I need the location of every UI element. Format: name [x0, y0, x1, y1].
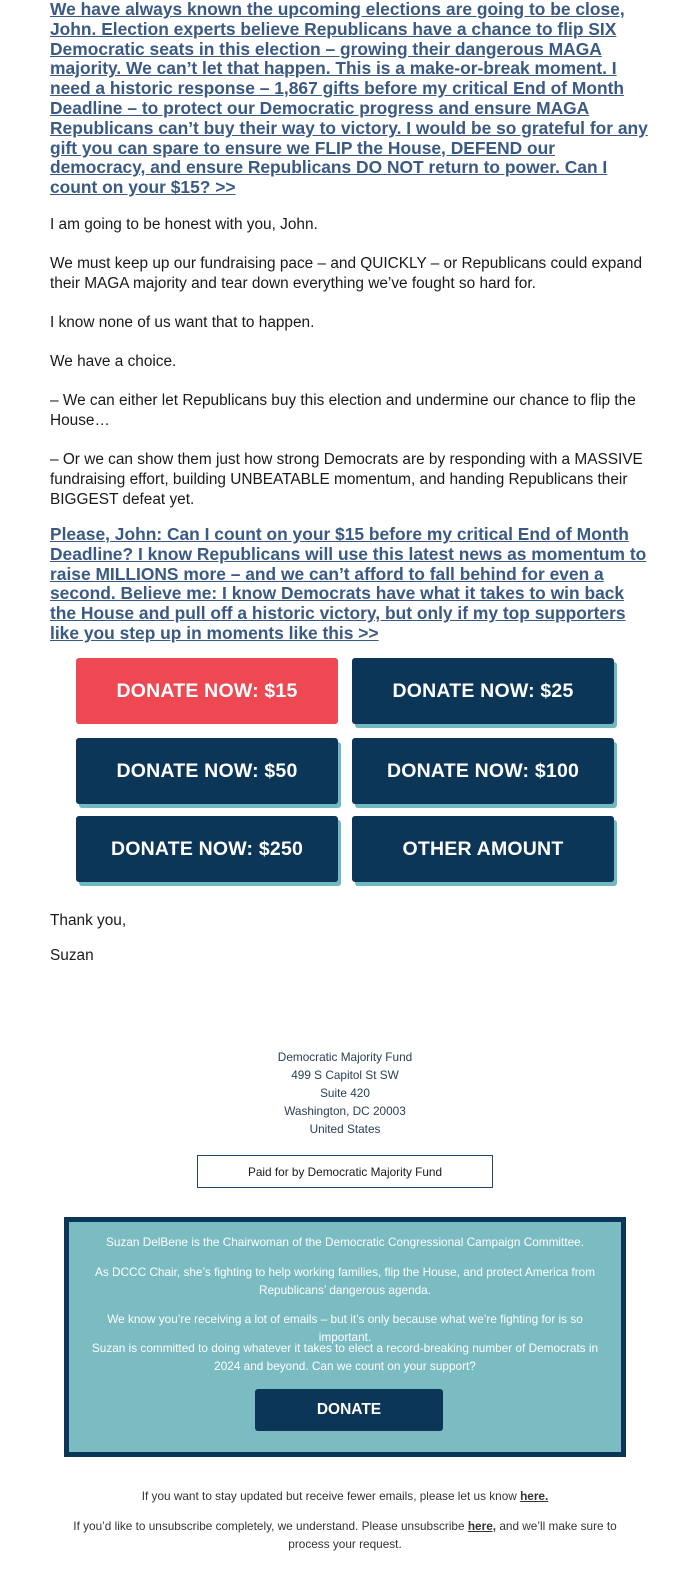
bio-paragraph-1: Suzan DelBene is the Chairwoman of the Democratic Congressional Campaign Committee. — [106, 1235, 584, 1249]
address-country: United States — [309, 1122, 381, 1136]
headline-bottom-link[interactable]: Please, John: Can I count on your $15 before my critical End of Month Deadline? I know Republicans will use this latest news as momentum to raise MILLIONS more – and we can’t afford to fall behind for even a second. Believe me: I know Democrats have what it takes to win back the House and pull off a historic victory, but only if my top supporters like you step up in moments like this >> — [50, 523, 647, 643]
paragraph-fundraising-pace: We must keep up our fundraising pace – and QUICKLY – or Republicans could expand their MAGA majority and tear down everything we’ve fought so hard for. — [50, 254, 643, 292]
address-suite: Suite 420 — [320, 1086, 370, 1100]
donate-25-button[interactable]: DONATE NOW: $25 — [352, 658, 614, 724]
donate-100-button[interactable]: DONATE NOW: $100 — [352, 738, 614, 804]
email-body — [50, 0, 650, 644]
donate-15-button[interactable]: DONATE NOW: $15 — [76, 658, 338, 724]
headline-top-link[interactable]: We have always known the upcoming elections are going to be close, John. Election experts believe Republicans have a chance to flip SIX Democratic seats in this election – growing their dangerous MAGA majority. We can’t let that happen. This is a make-or-break moment. I need a historic response – 1,867 gifts before my critical End of Month Deadline – to protect our Democratic progress and ensure MAGA Republicans can’t buy their way to victory. I would be so grateful for any gift you can spare to ensure we FLIP the House, DEFEND our democracy, and ensure Republicans DO NOT return to power. Can I count on your $15? >> — [50, 0, 648, 198]
paragraph-none-want: I know none of us want that to happen. — [50, 313, 315, 331]
bio-paragraph-2: As DCCC Chair, she’s fighting to help working families, flip the House, and protect America from Republicans’ dangerous agenda. — [94, 1265, 596, 1297]
paragraph-choice: We have a choice. — [50, 352, 177, 370]
paragraph-option-two: – Or we can show them just how strong Democrats are by responding with a MASSIVE fundraising effort, building UNBEATABLE momentum, and handing Republicans their BIGGEST defeat yet. — [50, 450, 643, 508]
signoff: Thank you, — [50, 912, 127, 929]
mailing-address — [0, 1048, 690, 1138]
unsubscribe-link[interactable]: here, — [467, 1519, 497, 1533]
bio-paragraph-3: We know you’re receiving a lot of emails – but it’s only because what we’re fighting for is so important. — [107, 1312, 583, 1344]
bio-paragraph-4: Suzan is committed to doing whatever it takes to elect a record-breaking number of Democrats in 2024 and beyond. Can we count on your support? — [91, 1341, 599, 1373]
paragraph-honest: I am going to be honest with you, John. — [50, 215, 318, 233]
paid-for-disclaimer — [197, 1155, 493, 1188]
unsubscribe-text-after: and we’ll make sure to process your request. — [288, 1519, 617, 1551]
other-amount-button[interactable]: OTHER AMOUNT — [352, 816, 614, 882]
address-org: Democratic Majority Fund — [277, 1050, 413, 1064]
bio-donate-button[interactable]: DONATE — [255, 1389, 443, 1431]
fewer-emails-link[interactable]: here. — [520, 1489, 549, 1503]
donate-50-button[interactable]: DONATE NOW: $50 — [76, 738, 338, 804]
paragraph-option-one: – We can either let Republicans buy this election and undermine our chance to flip the House… — [50, 391, 636, 429]
address-street: 499 S Capitol St SW — [291, 1068, 399, 1082]
unsubscribe-text: If you’d like to unsubscribe completely, we understand. Please unsubscribe — [73, 1519, 468, 1533]
paid-for-text: Paid for by Democratic Majority Fund — [247, 1164, 443, 1179]
bio-box — [64, 1217, 626, 1457]
unsubscribe-line — [60, 1517, 630, 1553]
fewer-emails-text: If you want to stay updated but receive fewer emails, please let us know — [141, 1489, 521, 1503]
address-city: Washington, DC 20003 — [284, 1104, 406, 1118]
fewer-emails-line — [0, 1487, 690, 1505]
donate-250-button[interactable]: DONATE NOW: $250 — [76, 816, 338, 882]
signature: Suzan — [50, 947, 94, 964]
